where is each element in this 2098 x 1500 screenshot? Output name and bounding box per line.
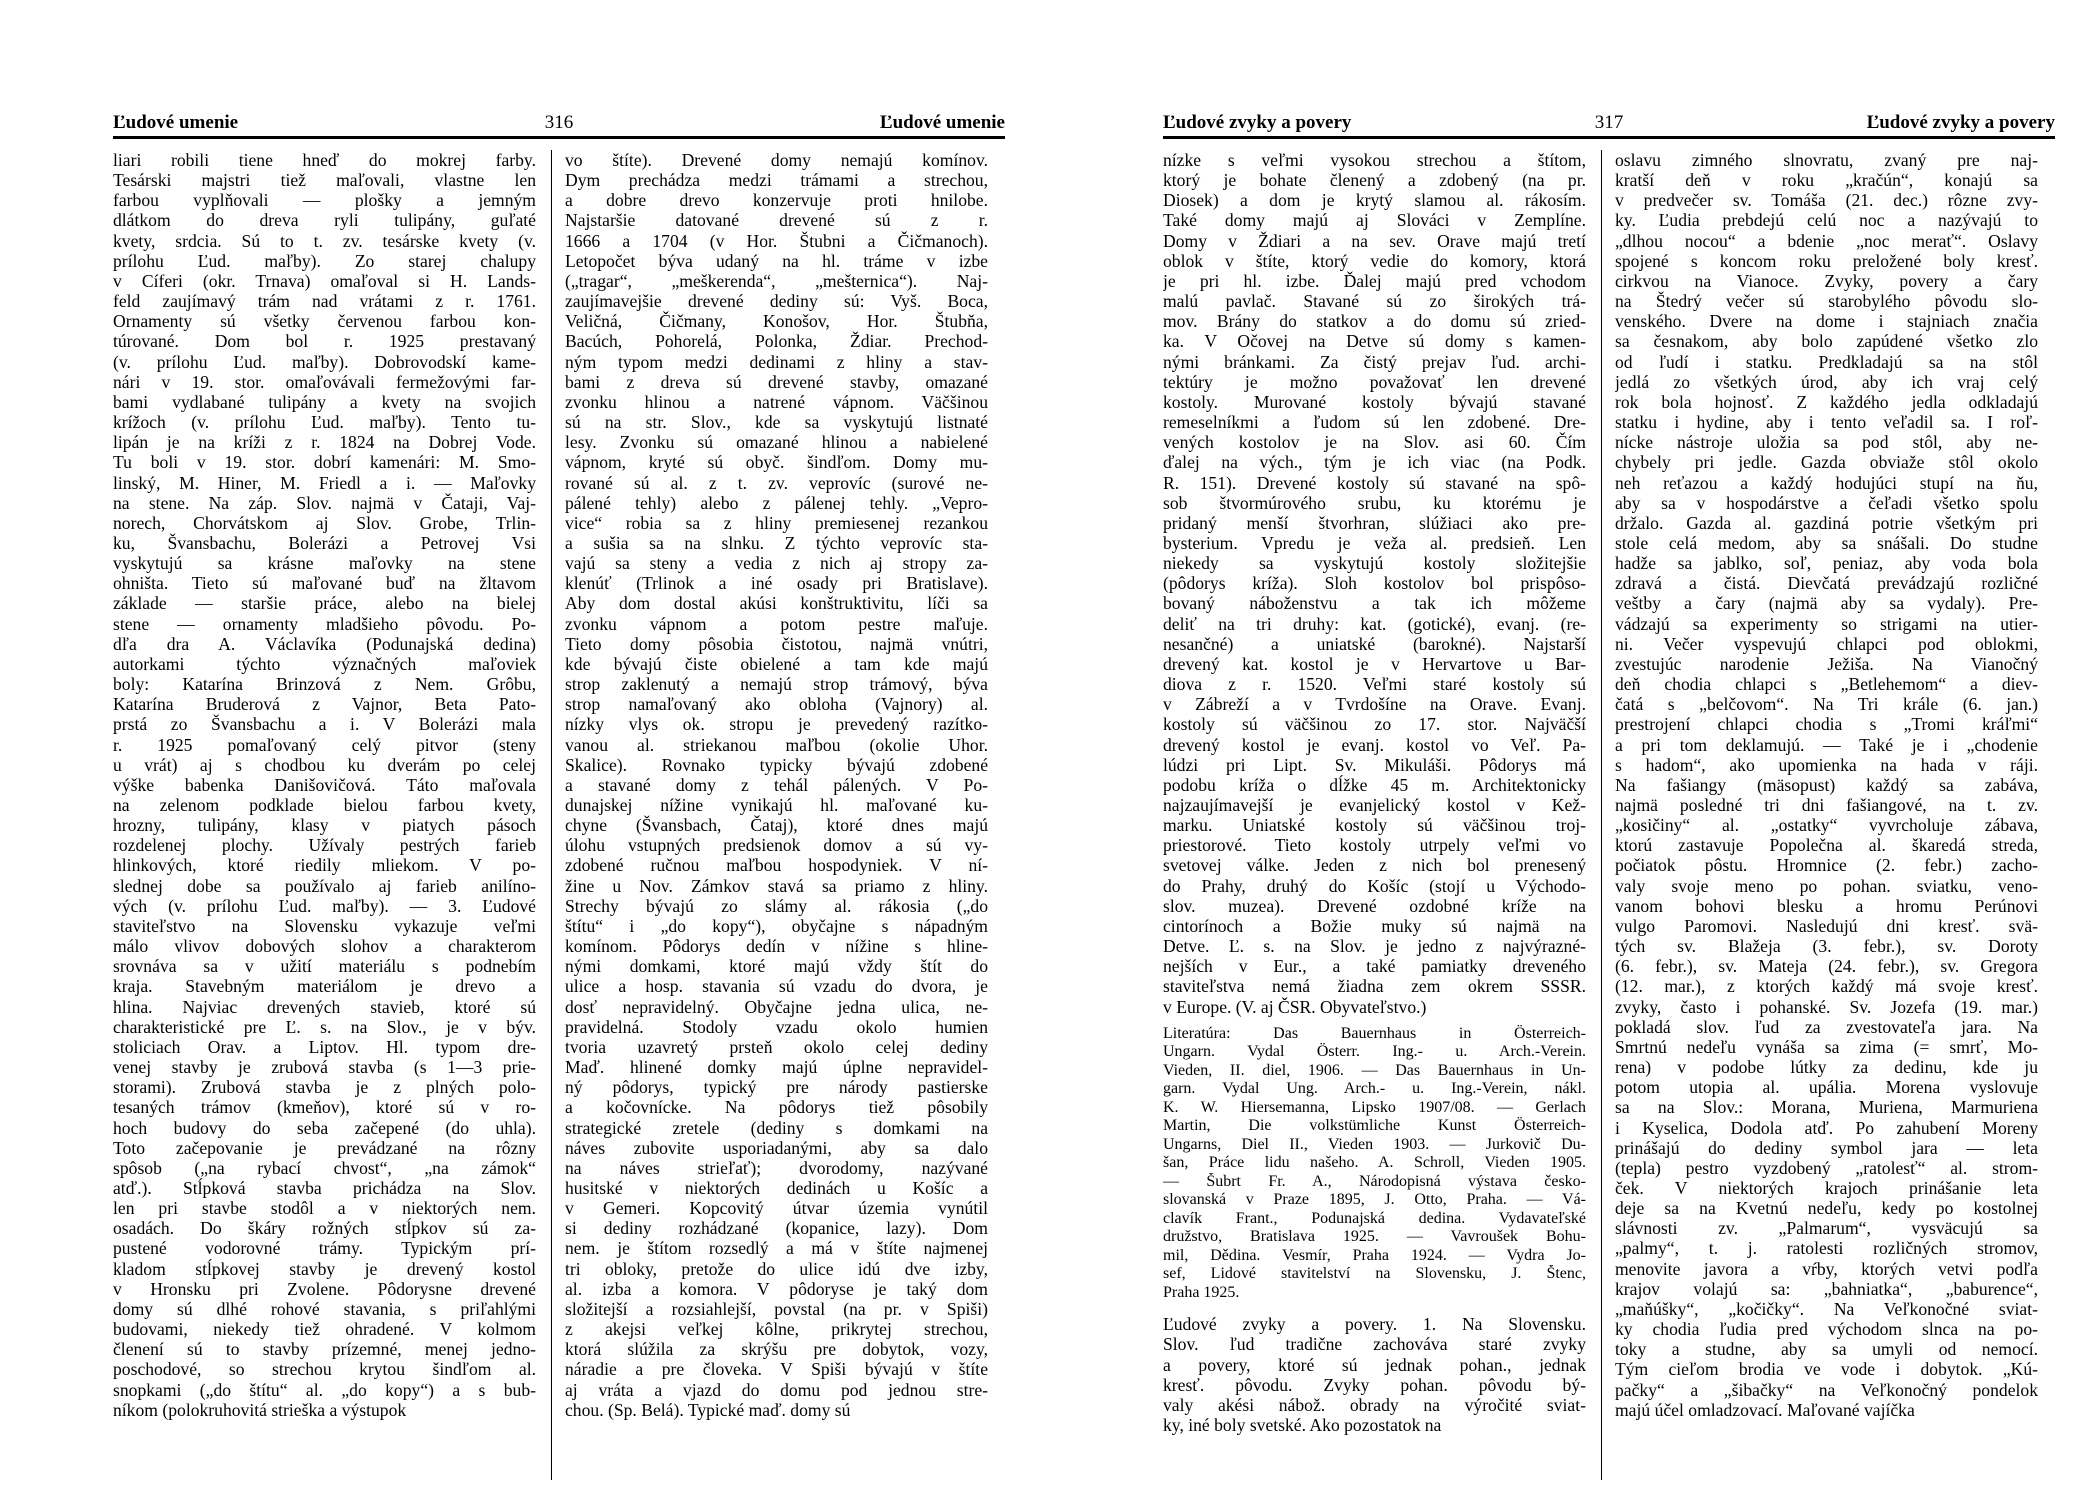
text-line: kostoly. Murované kostoly bývajú stavané — [1163, 391, 1586, 412]
text-line: Tu boli v 19. stor. dobrí kamenári: M. Smo- — [113, 452, 536, 473]
text-line: kvety, srdcia. Sú to t. zv. tesárske kvety (v. — [113, 230, 536, 251]
text-line: chybely pri jedle. Gazda obviaže stôl okolo — [1615, 452, 2038, 473]
text-line: štítu“ i „do kopy“), obyčajne s nápadným — [565, 915, 988, 936]
column-divider — [551, 150, 552, 1480]
text-line: clavík Frant., Podunajská dedina. Vydavateľské — [1163, 1209, 1586, 1227]
text-line: jedlá zo všetkých úrod, aby ich vraj celý — [1615, 371, 2038, 392]
text-line: Také domy majú aj Slováci v Zemplíne. — [1163, 210, 1586, 231]
text-line: Detve. Ľ. s. na Slov. je jedno z najvýrazné- — [1163, 936, 1586, 957]
text-column-left — [113, 150, 536, 1480]
text-line: nesančné) a uniatské (barokné). Najstarší — [1163, 633, 1586, 654]
text-line: pustené vodorovné trámy. Typickým prí- — [113, 1238, 536, 1259]
text-line: pravidelná. Stodoly vzadu okolo humien — [565, 1016, 988, 1037]
text-line: Letopočet býva udaný na hl. tráme v izbe — [565, 250, 988, 271]
text-line: Diosek) a dom je krytý slamou al. rákosím. — [1163, 190, 1586, 211]
text-line: „dlhou nocou“ a bdenie „noc merať“. Oslavy — [1615, 230, 2038, 251]
text-line: hadže sa jablko, soľ, peniaz, aby voda bola — [1615, 553, 2038, 574]
text-line: na náves strieľať); dvorodomy, nazývané — [565, 1157, 988, 1178]
text-line: „kosičiny“ al. „ostatky“ vyvrcholuje zábava, — [1615, 815, 2038, 836]
text-line: stene — ornamenty mladšieho pôvodu. Po- — [113, 613, 536, 634]
text-line: do Prahy, druhý do Košíc (stojí u Východo- — [1163, 875, 1586, 896]
text-line: ný pôdorys, typický pre národy pastierske — [565, 1077, 988, 1098]
text-line: lesy. Zvonku sú omazané hlinou a nabielené — [565, 432, 988, 453]
text-line: Ľudové zvyky a povery. 1. Na Slovensku. — [1163, 1314, 1586, 1335]
text-line: dľa dra A. Václavíka (Podunajská dedina) — [113, 633, 536, 654]
literature-block — [1163, 1025, 1586, 1303]
text-line: spojené s koncom roku preložené boly kresť. — [1615, 250, 2038, 271]
text-line: náradie a pre človeka. V Spiši bývajú v štíte — [565, 1359, 988, 1380]
text-line: a kočovnícke. Na pôdorys tiež pôsobily — [565, 1097, 988, 1118]
text-line: slov. muzea). Drevené ozdobné kríže na — [1163, 895, 1586, 916]
text-line: cintorínoch a Božie muky sú najmä na — [1163, 915, 1586, 936]
text-line: na stene. Na záp. Slov. najmä v Čataji, Vaj- — [113, 492, 536, 513]
text-line: Tesárski majstri tiež maľovali, vlastne len — [113, 170, 536, 191]
text-line: rované sú al. z t. zv. veprovíc (surové ne- — [565, 472, 988, 493]
text-line: kde bývajú čiste obielené a tam kde majú — [565, 653, 988, 674]
text-line: a povery, ktoré sú jednak pohan., jednak — [1163, 1354, 1586, 1375]
text-line: náves zubovite usporiadanými, aby sa dalo — [565, 1137, 988, 1158]
text-line: pačky“ a „šibačky“ na Veľkonočný pondelok — [1615, 1379, 2038, 1400]
text-line: ček. V niektorých krajoch prinášanie leta — [1615, 1177, 2038, 1198]
text-line: hoch budovy do seba začepené (do uhla). — [113, 1117, 536, 1138]
text-line: krížoch (v. prílohu Ľud. maľby). Tento tu- — [113, 412, 536, 433]
text-line: a stavané domy z tehál pálených. V Po- — [565, 774, 988, 795]
text-line: Aby dom dostal akúsi konštruktivitu, líči sa — [565, 593, 988, 614]
text-line: ktorá slúžila za skrýšu pre dobytok, vozy, — [565, 1339, 988, 1360]
text-line: sef, Lidové stavitelství na Slovensku, J. Štenc, — [1163, 1265, 1586, 1283]
text-line: feld zaujímavý trám nad vrátami z r. 1761. — [113, 291, 536, 312]
text-line: budovami, niekedy tiež ohradené. V kolmom — [113, 1319, 536, 1340]
text-line: dlátkom do dreva ryli tulipány, guľaté — [113, 210, 536, 231]
text-line: ky chodia ľudia pred východom slnca na po- — [1615, 1319, 2038, 1340]
article-text — [1163, 150, 1586, 1017]
text-line: deliť na tri druhy: kat. (gotické), evanj. (re- — [1163, 613, 1586, 634]
text-line: strop namaľovaný ako obloha (Vajnory) al. — [565, 694, 988, 715]
text-line: r. 1925 pomaľovaný celý pitvor (steny — [113, 734, 536, 755]
text-line: chou. (Sp. Belá). Typické maď. domy sú — [565, 1399, 851, 1420]
text-line: Maď. hlinené domky majú úplne nepravidel- — [565, 1057, 988, 1078]
text-line: „palmy“, t. j. ratolesti rozličných stromov, — [1615, 1238, 2038, 1259]
text-line: čatá s „belčovom“. Na Tri krále (6. jan.) — [1615, 694, 2038, 715]
text-line: a dobre drevo konzervuje proti hnilobe. — [565, 190, 988, 211]
text-line: (tepla) pestro vyzdobený „ratolesť“ al. strom- — [1615, 1157, 2038, 1178]
text-line: kresť. pôvodu. Zvyky pohan. pôvodu bý- — [1163, 1374, 1586, 1395]
text-line: valy svoje meno po pohan. sviatku, veno- — [1615, 875, 2038, 896]
text-line: neh reťazou a každý hodujúci stupí na ňu, — [1615, 472, 2038, 493]
text-line: v predvečer sv. Tomáša (21. dec.) rôzne zvy- — [1615, 190, 2038, 211]
text-line: bysterium. Vpredu je veža al. predsieň. Len — [1163, 532, 1586, 553]
text-line: Dym prechádza medzi trámami a strechou, — [565, 170, 988, 191]
text-line: klenúť (Trlinok a iné osady pri Bratislave). — [565, 573, 988, 594]
text-line: zaujímavejšie drevené dediny sú: Vyš. Boca, — [565, 291, 988, 312]
text-line: dunajskej nížine vynikajú hl. maľované ku- — [565, 795, 988, 815]
text-line: z akejsi veľkej kôlne, prikrytej strechou, — [565, 1319, 988, 1340]
text-line: potom utopia al. upália. Morena vyslovuje — [1615, 1077, 2038, 1098]
text-line: cirkvou na Vianoce. Zvyky, povery a čary — [1615, 270, 2038, 291]
text-line: nem. je štítom rozsedlý a má v štíte najmenej — [565, 1238, 988, 1259]
text-line: níkom (polokruhovitá strieška a výstupok — [113, 1399, 407, 1420]
text-line: domy sú dlhé rohové stavania, s priľahlými — [113, 1298, 536, 1319]
text-line: diova z r. 1520. Veľmi staré kostoly sú — [1163, 674, 1586, 695]
text-line: složitejší a rozsiahlejší, povstal (na pr. v Spiši) — [565, 1298, 988, 1319]
text-line: staviteľstvo na Slovensku vykazuje veľmi — [113, 915, 536, 936]
text-line: veštby a čary (najmä aby sa vydaly). Pre- — [1615, 593, 2038, 614]
text-line: venského. Dvere na dome i stajniach značia — [1615, 311, 2038, 332]
text-line: vyskytujú sa krásne maľovky na stene — [113, 553, 536, 574]
text-line: 1666 a 1704 (v Hor. Štubni a Čičmanoch). — [565, 230, 988, 251]
text-line: nými domkami, ktoré majú vždy štít do — [565, 956, 988, 977]
text-line: kostoly sú väčšinou zo 17. stor. Najväčší — [1163, 714, 1586, 735]
text-line: — Šubrt Fr. A., Národopisná výstava česko- — [1163, 1172, 1586, 1190]
text-line: Ornamenty sú všetky červenou farbou kon- — [113, 311, 536, 332]
text-line: nými bránkami. Za čistý prejav ľud. archi- — [1163, 351, 1586, 372]
text-line: počiatok pôstu. Hromnice (2. febr.) zacho- — [1615, 855, 2038, 876]
text-line: menovite javora a vŕby, ktorých vetvi podľa — [1615, 1258, 2038, 1279]
column-divider — [1601, 150, 1602, 1480]
text-line: prinášajú do dediny symbol jara — leta — [1615, 1137, 2038, 1158]
text-line: vených kostolov je na Slov. asi 60. Čím — [1163, 432, 1586, 453]
text-line: lipán je na kríži z r. 1824 na Dobrej Vode. — [113, 432, 536, 453]
text-line: (6. febr.), sv. Mateja (24. febr.), sv. Gregora — [1615, 956, 2038, 977]
text-line: lúdzi pri Lipt. Sv. Mikuláši. Pôdorys má — [1163, 754, 1586, 775]
text-line: zdravá a čistá. Dievčatá prevádzajú rozličné — [1615, 573, 2038, 594]
text-line: mov. Brány do statkov a do domu sú zried- — [1163, 311, 1586, 332]
text-line: drevený kostol je evanj. kostol vo Veľ. Pa- — [1163, 734, 1586, 755]
text-line: husitské v niektorých dedinách u Košíc a — [565, 1177, 988, 1198]
text-column-right — [565, 150, 988, 1480]
text-line: marku. Uniatské kostoly sú väčšinou troj- — [1163, 815, 1586, 836]
text-line: valy akési nábož. obrady na výročité sviat- — [1163, 1394, 1586, 1415]
text-line: kratší deň v roku „kračún“, konajú sa — [1615, 170, 2038, 191]
text-line: srovnáva sa v užití materiálu s podnebím — [113, 956, 536, 977]
text-line: Ungarns, Diel II., Vieden 1903. — Jurkovič Du- — [1163, 1135, 1586, 1153]
text-line: slovanská v Praze 1895, J. Otto, Praha. — Vá- — [1163, 1191, 1586, 1209]
text-line: remeselníkmi a ľudom sú len zdobené. Dre- — [1163, 412, 1586, 433]
text-line: sa česnakom, aby bolo zapúdené všetko zlo — [1615, 331, 2038, 352]
text-line: pridaný menší štvorhran, slúžiaci ako pre- — [1163, 512, 1586, 533]
text-line: v Europe. (V. aj ČSR. Obyvateľstvo.) — [1163, 996, 1427, 1017]
text-line: nejších v Eur., a také pamiatky dreveného — [1163, 956, 1586, 977]
text-line: vanou al. striekanou maľbou (okolie Uhor. — [565, 734, 988, 755]
header-left-title: Ľudové zvyky a povery — [1163, 112, 1352, 133]
text-line: prstá zo Švansbachu a i. V Bolerázi mala — [113, 714, 536, 735]
text-line: garn. Vydal Ung. Arch.- u. Ing.-Verein, nákl. — [1163, 1080, 1586, 1098]
text-line: hlina. Najviac drevených stavieb, ktoré sú — [113, 996, 536, 1017]
text-line: poschodové, so strechou krytou šindľom al. — [113, 1359, 536, 1380]
text-line: spôsob („na rybací chvost“, „na zámok“ — [113, 1157, 536, 1178]
text-line: deje sa na Kvetnú nedeľu, kedy po kostolnej — [1615, 1198, 2038, 1219]
text-line: od ľudí i statku. Predkladajú sa na stôl — [1615, 351, 2038, 372]
text-line: ďalej na vých., tým je ich viac (na Podk. — [1163, 452, 1586, 473]
text-line: vice“ robia sa z hliny premiesenej rezankou — [565, 512, 988, 533]
text-line: ulice a hosp. stavania sú vzadu do dvora, je — [565, 976, 988, 997]
text-line: túrované. Dom bol r. 1925 prestavaný — [113, 331, 536, 352]
text-line: Strechy bývajú zo slámy al. rákosia („do — [565, 895, 988, 916]
text-line: v Gemeri. Kopcovitý útvar územia vynútil — [565, 1198, 988, 1219]
page-number: 316 — [544, 112, 574, 133]
text-line: oslavu zimného slnovratu, zvaný pre naj- — [1615, 150, 2038, 170]
text-line: bovaný náboženstvu a tak ich môžeme — [1163, 593, 1586, 614]
text-line: Tieto domy pôsobia čistotou, najmä vnútri, — [565, 633, 988, 654]
text-line: storami). Zrubová stavba je z plných polo- — [113, 1077, 536, 1098]
text-line: na zelenom podklade bielou farbou kvety, — [113, 795, 536, 815]
text-line: drevený kat. kostol je v Hervartove u Bar- — [1163, 653, 1586, 674]
text-line: nári v 19. stor. omaľovávali fermežovými far- — [113, 371, 536, 392]
text-line: al. izba a komora. V pôdoryse je taký dom — [565, 1278, 988, 1299]
text-line: slednej dobe sa používalo aj farieb anilíno- — [113, 875, 536, 896]
header-right-title: Ľudové umenie — [879, 112, 1005, 133]
text-line: stoliciach Orav. a Liptov. Hl. typom dre- — [113, 1036, 536, 1057]
text-line: komínom. Pôdorys dedín v nížine s hline- — [565, 936, 988, 957]
text-line: (pôdorys kríža). Sloh kostolov bol prispôso- — [1163, 573, 1586, 594]
running-header — [113, 108, 1005, 138]
text-line: základe — staršie práce, alebo na bielej — [113, 593, 536, 614]
text-line: ni. Večer vyspevujú chlapci pod oblokmi, — [1615, 633, 2038, 654]
text-line: je pri hl. izbe. Ďalej majú pred vchodom — [1163, 270, 1586, 291]
text-line: kraja. Stavebným materiálom je drevo a — [113, 976, 536, 997]
text-line: podobu kríža o dĺžke 45 m. Architektonicky — [1163, 774, 1586, 795]
text-line: žine u Nov. Zámkov stavá sa priamo z hliny. — [565, 875, 988, 896]
text-line: toky a studne, aby sa umyli od nemocí. — [1615, 1339, 2038, 1360]
text-line: charakteristické pre Ľ. s. na Slov., je v býv. — [113, 1016, 536, 1037]
text-line: malú pavlač. Stavané sú zo širokých trá- — [1163, 291, 1586, 312]
text-line: nízky vlys ok. stropu je prevedený razítko- — [565, 714, 988, 735]
text-line: ka. V Očovej na Detve sú domy s kamen- — [1163, 331, 1586, 352]
text-line: deň chodia chlapci s „Betlehemom“ a diev- — [1615, 674, 2038, 695]
text-line: farbou vyplňovali — plošky a jemným — [113, 190, 536, 211]
text-line: (v. prílohu Ľud. maľby). Dobrovodskí kame- — [113, 351, 536, 372]
text-line: vulgo Paromovi. Nasledujú dni kresť. svä- — [1615, 915, 2038, 936]
text-line: i Kyselica, Dodola atď. Po zahubení Moreny — [1615, 1117, 2038, 1138]
text-line: a pri tom deklamujú. — Také je i „chodenie — [1615, 734, 2038, 755]
text-line: R. 151). Drevené kostoly sú stavané na spô- — [1163, 472, 1586, 493]
text-line: Katarína Bruderová z Vajnor, Beta Pato- — [113, 694, 536, 715]
text-line: výške babenka Danišovičová. Táto maľovala — [113, 774, 536, 795]
text-line: norech, Chorvátskom aj Slov. Grobe, Trlin- — [113, 512, 536, 533]
text-line: tvoria uzavretý prsteň okolo celej dediny — [565, 1036, 988, 1057]
text-line: bami z dreva sú drevené stavby, omazané — [565, 371, 988, 392]
text-line: priestorové. Tieto kostoly utrpely veľmi vo — [1163, 835, 1586, 856]
text-line: v Hronsku pri Zvolene. Pôdorysne drevené — [113, 1278, 536, 1299]
text-line: atď.). Stĺpková stavba prichádza na Slov. — [113, 1177, 536, 1198]
text-column-left — [1163, 150, 1586, 1480]
text-line: niekedy sa vyskytujú kostoly složitejšie — [1163, 553, 1586, 574]
text-line: na Štedrý večer sú starobylého pôvodu slo- — [1615, 291, 2038, 312]
text-line: tektúry je možno považovať len drevené — [1163, 371, 1586, 392]
text-line: rozdelenej plochy. Užívaly pestrých farieb — [113, 835, 536, 856]
text-line: Praha 1925. — [1163, 1283, 1240, 1301]
text-line: pokladá slov. ľud za zvestovateľa jara. Na — [1615, 1016, 2038, 1037]
text-line: Bacúch, Pohorelá, Polonka, Ždiar. Prechod- — [565, 331, 988, 352]
text-line: vápnom, kryté sú obyč. šindľom. Domy mu- — [565, 452, 988, 473]
new-article-text — [1163, 1314, 1586, 1435]
text-line: tri obloky, pretože do ulice idú dve izby, — [565, 1258, 988, 1279]
text-line: vých (v. prílohu Ľud. maľby). — 3. Ľudové — [113, 895, 536, 916]
text-line: „maňúšky“, „kočičky“. Na Veľkonočné sviat- — [1615, 1298, 2038, 1319]
text-line: vo štíte). Drevené domy nemajú komínov. — [565, 150, 988, 170]
text-line: osadách. Do škáry rožných stĺpkov sú za- — [113, 1218, 536, 1239]
text-line: krajov volajú sa: „bahniatka“, „baburence“, — [1615, 1278, 2038, 1299]
text-line: Toto začepovanie je prevádzané na rôzny — [113, 1137, 536, 1158]
text-line: úlohu vstupných predsienok domov a sú vy- — [565, 835, 988, 856]
page-number: 317 — [1594, 112, 1624, 133]
text-line: u vrát) aj s chodbou ku dverám po celej — [113, 754, 536, 775]
text-line: hrozny, tulipány, klasy v piatych pásoch — [113, 815, 536, 836]
text-line: ky. Ľudia prebdejú celú noc a nazývajú to — [1615, 210, 2038, 231]
header-rule — [113, 136, 1005, 139]
text-line: ným typom medzi dedinami z hliny a stav- — [565, 351, 988, 372]
header-rule — [1163, 136, 2055, 139]
text-line: držalo. Gazda al. gazdiná potrie všetkým pri — [1615, 512, 2038, 533]
text-line: Domy v Ždiari a na sev. Orave majú tretí — [1163, 230, 1586, 251]
text-line: Ungarn. Vydal Österr. Ing.- u. Arch.-Verein. — [1163, 1043, 1586, 1061]
text-line: strop zaklenutý a nemajú strop trámový, býva — [565, 674, 988, 695]
text-line: si dediny rozhádzané (kopanice, lazy). Dom — [565, 1218, 988, 1239]
text-line: kladom stĺpkovej stavby je drevený kostol — [113, 1258, 536, 1279]
header-right-title: Ľudové zvyky a povery — [1866, 112, 2055, 133]
text-line: ky, iné boly svetské. Ako pozostatok na — [1163, 1415, 1442, 1435]
text-line: Skalice). Rovnako typicky bývajú zdobené — [565, 754, 988, 775]
text-line: statku i hydine, aby i tento veľadil sa. I roľ- — [1615, 412, 2038, 433]
text-line: („tragar“, „meškerenda“, „mešternica“). Naj- — [565, 270, 988, 291]
text-line: nícke nástroje uložia sa pod stôl, aby ne- — [1615, 432, 2038, 453]
text-line: stole celá medom, aby sa snášali. Do studne — [1615, 532, 2038, 553]
text-line: snopkami („do štítu“ al. „do kopy“) a s bub- — [113, 1379, 536, 1400]
text-line: zvonku hlinou a natrené vápnom. Väčšinou — [565, 391, 988, 412]
text-line: bami vydlabané tulipány a kvety na svojich — [113, 391, 536, 412]
text-line: najmä posledné tri dni fašiangové, na t. zv. — [1615, 795, 2038, 815]
text-line: aj vráta a vjazd do domu pod jednou stre- — [565, 1379, 988, 1400]
text-line: Vieden, II. diel, 1906. — Das Bauernhaus in Un- — [1163, 1061, 1586, 1079]
text-line: zvyky, často i pohanské. Sv. Jozefa (19. mar.) — [1615, 996, 2038, 1017]
running-header — [1163, 108, 2055, 138]
text-line: šan, Práce lidu našeho. A. Schroll, Vieden 1905. — [1163, 1154, 1586, 1172]
text-line: ktorý je bohate členený a zdobený (na pr. — [1163, 170, 1586, 191]
text-line: staviteľstva nemá žiadna zem okrem SSSR. — [1163, 976, 1586, 997]
text-line: a sušia sa na slnku. Z týchto veprovíc sta- — [565, 532, 988, 553]
text-line: s hadom“, ako upomienka na hada v ráji. — [1615, 754, 2038, 775]
text-line: rok bola hojnosť. Z každého jedla odkladajú — [1615, 391, 2038, 412]
text-line: strategické zretele (dediny s domkami na — [565, 1117, 988, 1138]
text-line: sa na Slov.: Morana, Muriena, Marmuriena — [1615, 1097, 2038, 1118]
text-line: v Zábreží a v Tvrdošíne na Orave. Evanj. — [1163, 694, 1586, 715]
text-line: prílohu Ľud. maľby). Zo starej chalupy — [113, 250, 536, 271]
text-line: svetovej válke. Jeden z nich bol prenesený — [1163, 855, 1586, 876]
text-line: majú účel omladzovací. Maľované vajíčka — [1615, 1399, 1915, 1420]
text-line: Tým cieľom brodia ve vode i dobytok. „Kú- — [1615, 1359, 2038, 1380]
text-line: tých sv. Blažeja (3. febr.), sv. Doroty — [1615, 936, 2038, 957]
header-left-title: Ľudové umenie — [113, 112, 239, 133]
text-line: Najstaršie datované drevené sú z r. — [565, 210, 988, 231]
text-line: zvestujúc narodenie Ježiša. Na Vianočný — [1615, 653, 2038, 674]
text-line: vádzajú sa experimenty so strigami na utier- — [1615, 613, 2038, 634]
text-line: aby sa v hospodárstve a čeľadi všetko spolu — [1615, 492, 2038, 513]
text-line: ku, Švansbachu, Bolerázi a Petrovej Vsi — [113, 532, 536, 553]
page-316 — [105, 0, 1005, 1500]
text-line: K. W. Hiersemanna, Lipsko 1907/08. — Gerlach — [1163, 1098, 1586, 1116]
text-line: Veličná, Čičmany, Konošov, Hor. Štubňa, — [565, 311, 988, 332]
text-line: Literatúra: Das Bauernhaus in Österreich- — [1163, 1024, 1586, 1042]
text-line: (12. mar.), z ktorých každý má svoje kresť. — [1615, 976, 2038, 997]
text-line: venej stavby je zrubová stavba (s 1—3 prie- — [113, 1057, 536, 1078]
text-line: dosť nepravidelný. Obyčajne jedna ulica, ne- — [565, 996, 988, 1017]
text-line: rena) v podobe lútky za dedinu, kde ju — [1615, 1057, 2038, 1078]
text-line: členení sú to stavby prízemné, menej jedno- — [113, 1339, 536, 1360]
text-line: len pri stavbe stodôl a v niektorých nem. — [113, 1198, 536, 1219]
text-line: Na fašiangy (mäsopust) každý sa zabáva, — [1615, 774, 2038, 795]
text-line: pálené tehly) alebo z pálenej tehly. „Vepro- — [565, 492, 988, 513]
text-line: najzaujímavejší je evanjelický kostol v Kež- — [1163, 795, 1586, 815]
text-line: Slov. ľud tradične zachováva staré zvyky — [1163, 1334, 1586, 1355]
text-line: oblok v štíte, ktorý vedie do komory, ktorá — [1163, 250, 1586, 271]
text-line: slávnosti zv. „Palmarum“, vysväcujú sa — [1615, 1218, 2038, 1239]
text-line: hlinkových, ktoré riedily mliekom. V po- — [113, 855, 536, 876]
text-line: družstvo, Bratislava 1925. — Vavroušek Bohu- — [1163, 1228, 1586, 1246]
text-line: zdobené ručnou maľbou hospodyniek. V ní- — [565, 855, 988, 876]
text-line: Martin, Die volkstümliche Kunst Österreich- — [1163, 1117, 1586, 1135]
text-line: boly: Katarína Brinzová z Nem. Grôbu, — [113, 674, 536, 695]
text-line: nízke s veľmi vysokou strechou a štítom, — [1163, 150, 1586, 170]
text-line: Smrtnú nedeľu vynáša sa zima (= smrť, Mo- — [1615, 1036, 2038, 1057]
text-line: autorkami týchto význačných maľoviek — [113, 653, 536, 674]
page-317 — [1155, 0, 2055, 1500]
text-line: vanom bohovi blesku a hromu Perúnovi — [1615, 895, 2038, 916]
text-line: linský, M. Hiner, M. Friedl a i. — Maľovky — [113, 472, 536, 493]
text-line: tesaných trámov (kmeňov), ktoré sú v ro- — [113, 1097, 536, 1118]
text-line: zvonku vápnom a potom pestre maľuje. — [565, 613, 988, 634]
text-line: sob štvormúrového srubu, ku ktorému je — [1163, 492, 1586, 513]
text-line: chyne (Švansbach, Čataj), ktoré dnes majú — [565, 815, 988, 836]
text-line: liari robili tiene hneď do mokrej farby. — [113, 150, 536, 170]
text-line: prestrojení chlapci chodia s „Tromi kráľmi“ — [1615, 714, 2038, 735]
text-line: ktorú zastavuje Popolečna al. škaredá streda, — [1615, 835, 2038, 856]
text-line: mil, Dědina. Vesmír, Praha 1924. — Vydra Jo- — [1163, 1246, 1586, 1264]
text-line: málo vlivov dobových slohov a charakterom — [113, 936, 536, 957]
text-line: sú na str. Slov., kde sa vyskytujú listnaté — [565, 412, 988, 433]
text-line: ohništa. Tieto sú maľované buď na žltavom — [113, 573, 536, 594]
text-column-right — [1615, 150, 2038, 1480]
text-line: v Cíferi (okr. Trnava) omaľoval si H. Lands- — [113, 270, 536, 291]
text-line: vajú sa steny a vedia z nich aj stropy za- — [565, 553, 988, 574]
